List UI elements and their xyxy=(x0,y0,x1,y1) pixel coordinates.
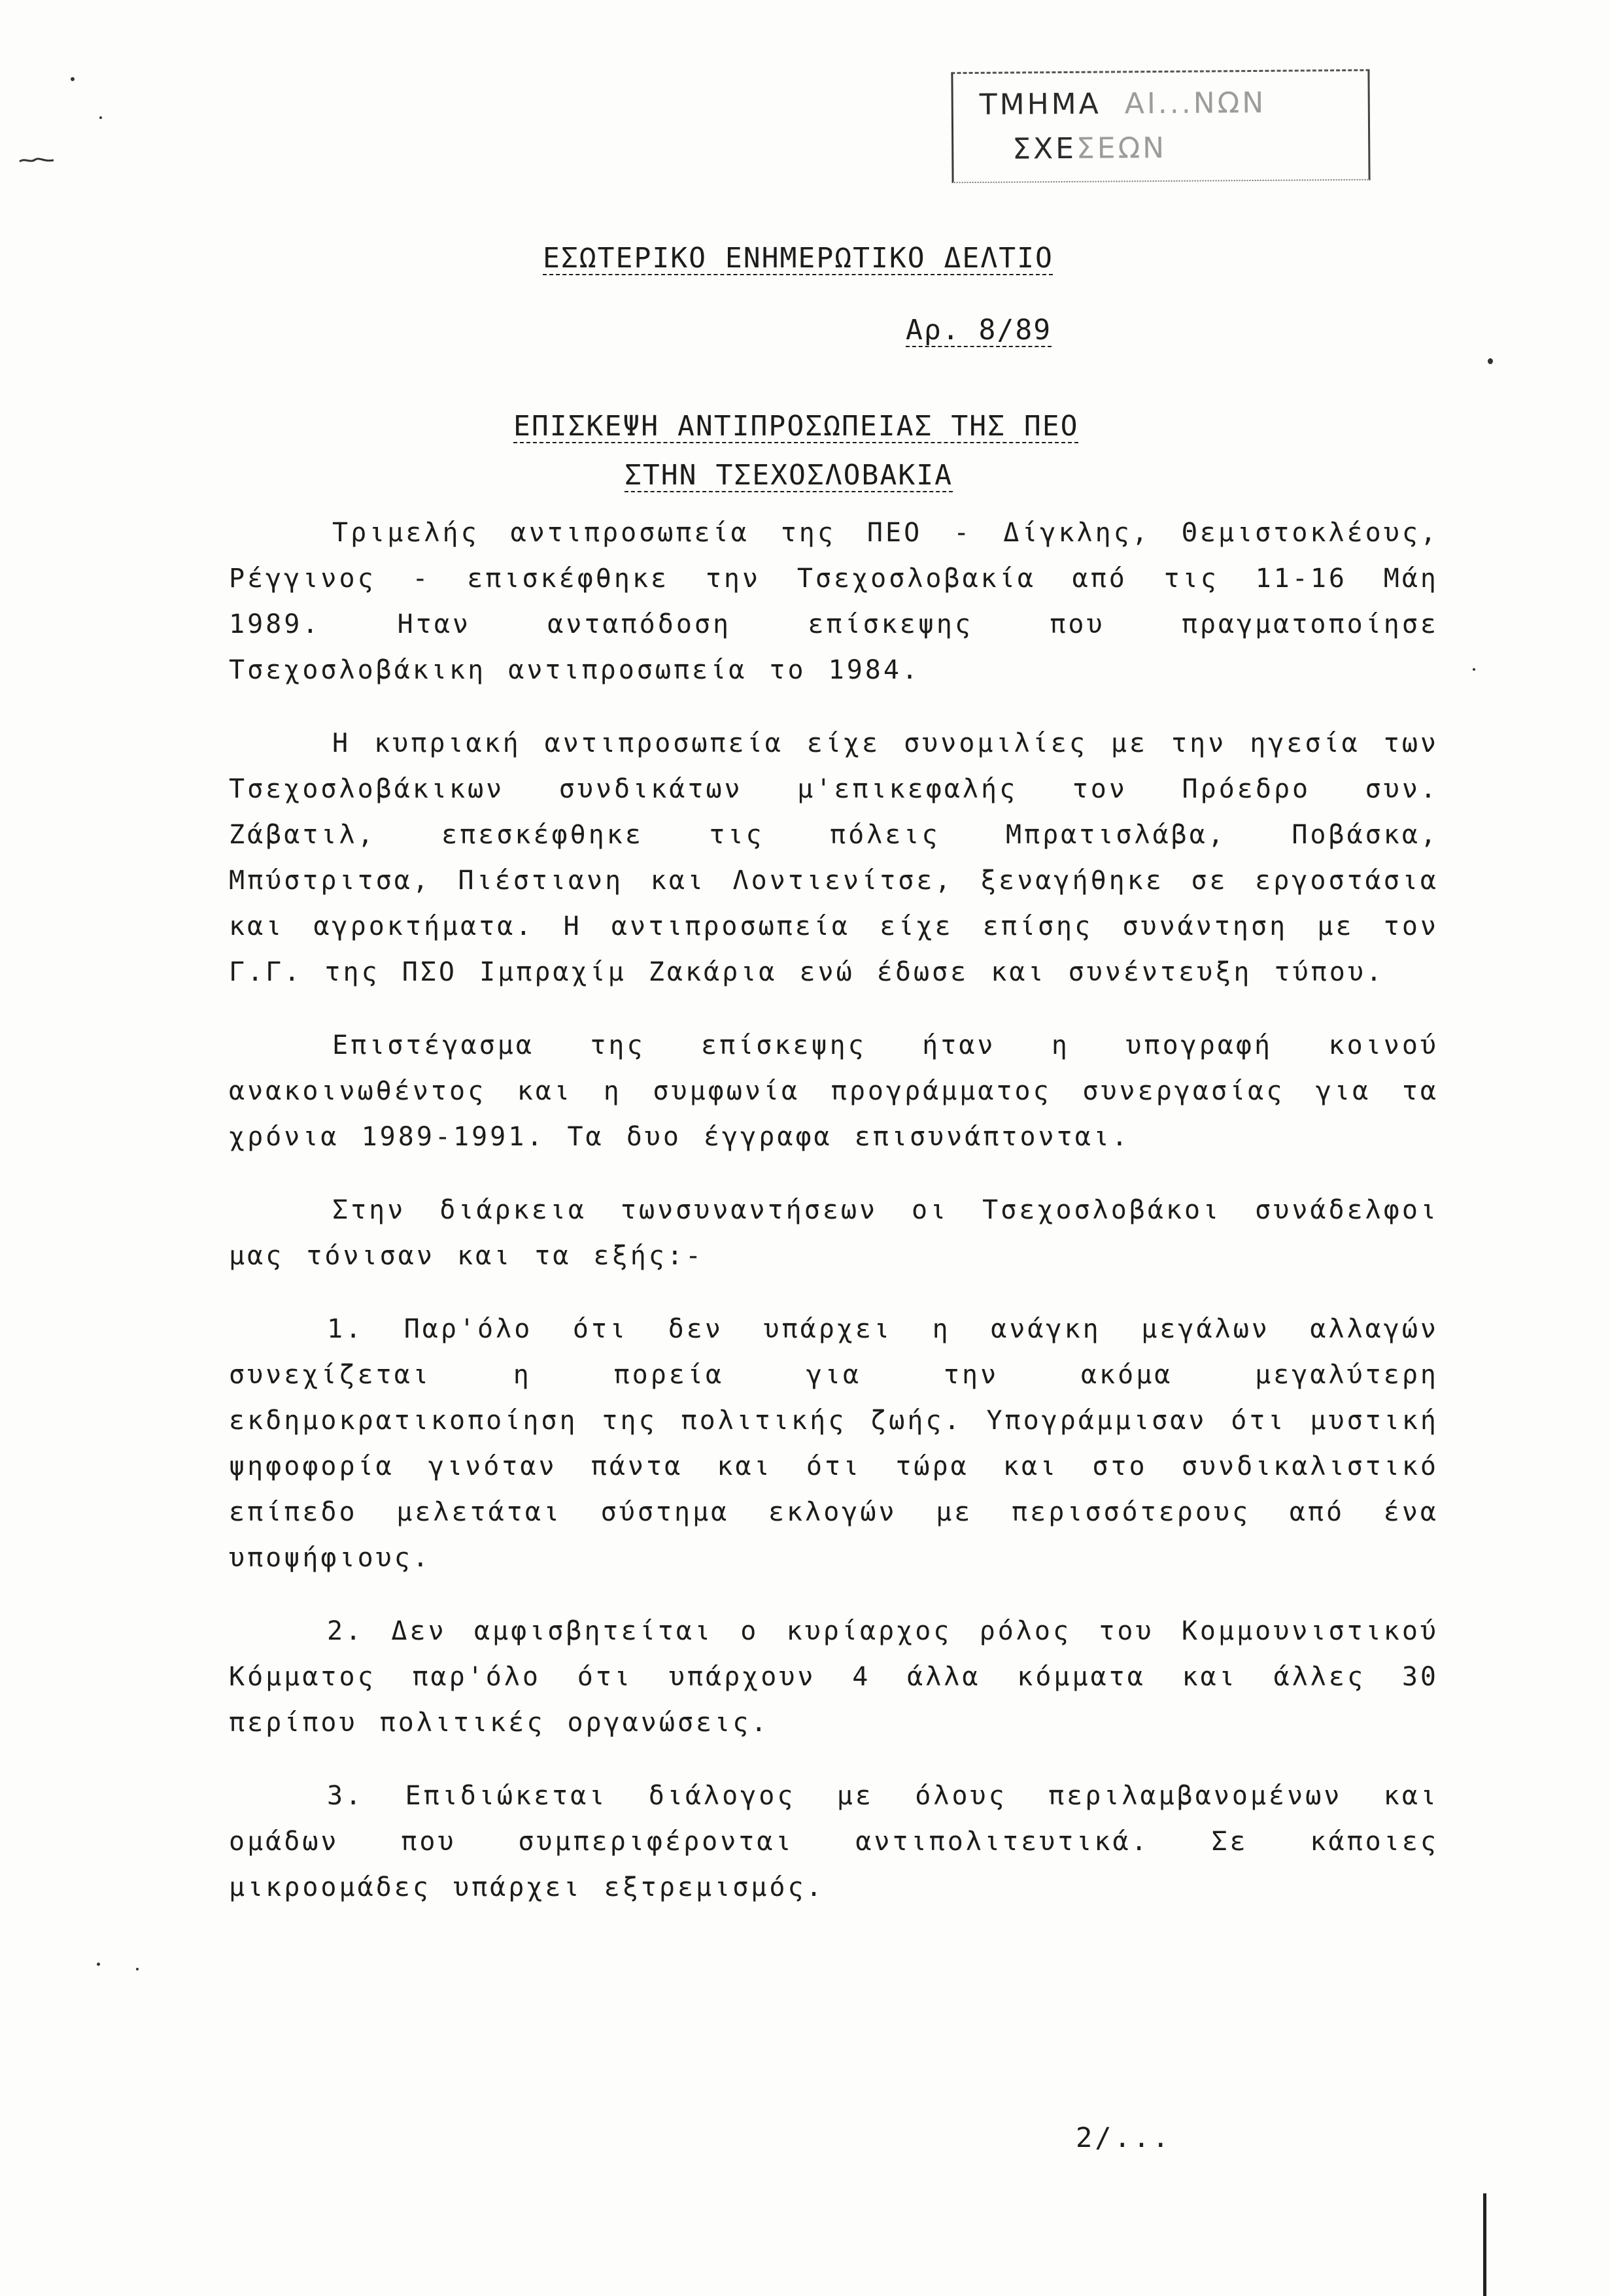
stamp-line-1: ΤΜΗΜΑ ΑΙ...ΝΩΝ xyxy=(979,86,1267,122)
document-title: ΕΣΩΤΕΡΙΚΟ ΕΝΗΜΕΡΩΤΙΚΟ ΔΕΛΤΙΟ xyxy=(543,242,1053,275)
subject-line-1: ΕΠΙΣΚΕΨΗ ΑΝΤΙΠΡΟΣΩΠΕΙΑΣ ΤΗΣ ΠΕΟ xyxy=(513,410,1079,443)
paragraph: Στην διάρκεια τωνσυναντήσεων οι Τσεχοσλοβάκοι συνάδελφοι μας τόνισαν και τα εξής:- xyxy=(229,1195,1439,1271)
document-body xyxy=(229,510,1439,1938)
scan-speck xyxy=(136,1968,139,1970)
scan-speck xyxy=(1473,668,1475,671)
scan-speck xyxy=(1488,358,1493,364)
paragraph: Επιστέγασμα της επίσκεψης ήταν η υπογραφή κοινού ανακοινωθέντος και η συμφωνία προγράμματος συνεργασίας για τα χρόνια 1989-1991. Τα δυο έγγραφα επισυνάπτονται. xyxy=(229,1030,1439,1152)
numbered-point: 2. Δεν αμφισβητείται ο κυρίαρχος ρόλος του Κομμουνιστικού Κόμματος παρ'όλο ότι υπάρχουν 4 άλλα κόμματα και άλλες 30 περίπου πολιτικές οργανώσεις. xyxy=(229,1616,1439,1738)
document-number: Αρ. 8/89 xyxy=(906,314,1052,346)
paragraph: Η κυπριακή αντιπροσωπεία είχε συνομιλίες με την ηγεσία των Τσεχοσλοβάκικων συνδικάτων μ'επικεφαλής τον Πρόεδρο συν. Ζάβατιλ, επεσκέφθηκε τις πόλεις Μπρατισλάβα, Ποβάσκα, Μπύστριτσα, Πιέστιανη και Λοντιενίτσε, ξεναγήθηκε σε εργοστάσια και αγροκτήματα. Η αντιπροσωπεία είχε επίσης συνάντηση με τον Γ.Γ. της ΠΣΟ Ιμπραχίμ Ζακάρια ενώ έδωσε και συνέντευξη τύπου. xyxy=(229,728,1439,987)
numbered-point: 1. Παρ'όλο ότι δεν υπάρχει η ανάγκη μεγάλων αλλαγών συνεχίζεται η πορεία για την ακόμα μεγαλύτερη εκδημοκρατικοποίηση της πολιτικής ζωής. Υπογράμμισαν ότι μυστική ψηφοφορία γινόταν πάντα και ότι τώρα και στο συνδικαλιστικό επίπεδο μελετάται σύστημα εκλογών με περισσότερους από ένα υποψήφιους. xyxy=(229,1314,1439,1573)
page-continuation: 2/... xyxy=(1076,2121,1172,2153)
paragraph: Τριμελής αντιπροσωπεία της ΠΕΟ - Δίγκλης, Θεμιστοκλέους, Ρέγγινος - επισκέφθηκε την Τσεχοσλοβακία από τις 11-16 Μάη 1989. Ηταν ανταπόδοση επίσκεψης που πραγματοποίησε Τσεχοσλοβάκικη αντιπροσωπεία το 1984. xyxy=(229,518,1439,685)
numbered-point: 3. Επιδιώκεται διάλογος με όλους περιλαμβανομένων και ομάδων που συμπεριφέρονται αντιπολιτευτικά. Σε κάποιες μικροομάδες υπάρχει εξτρεμισμός. xyxy=(229,1781,1439,1902)
scan-speck xyxy=(71,77,75,81)
stamp-line-2: ΣΧΕΣΕΩΝ xyxy=(1012,131,1167,166)
scan-speck xyxy=(97,1963,100,1966)
scan-speck xyxy=(99,116,102,119)
margin-mark xyxy=(18,156,55,162)
scan-edge-bar xyxy=(1483,2193,1486,2296)
subject-line-2: ΣΤΗΝ ΤΣΕΧΟΣΛΟΒΑΚΙΑ xyxy=(625,459,953,492)
department-stamp xyxy=(951,69,1370,183)
